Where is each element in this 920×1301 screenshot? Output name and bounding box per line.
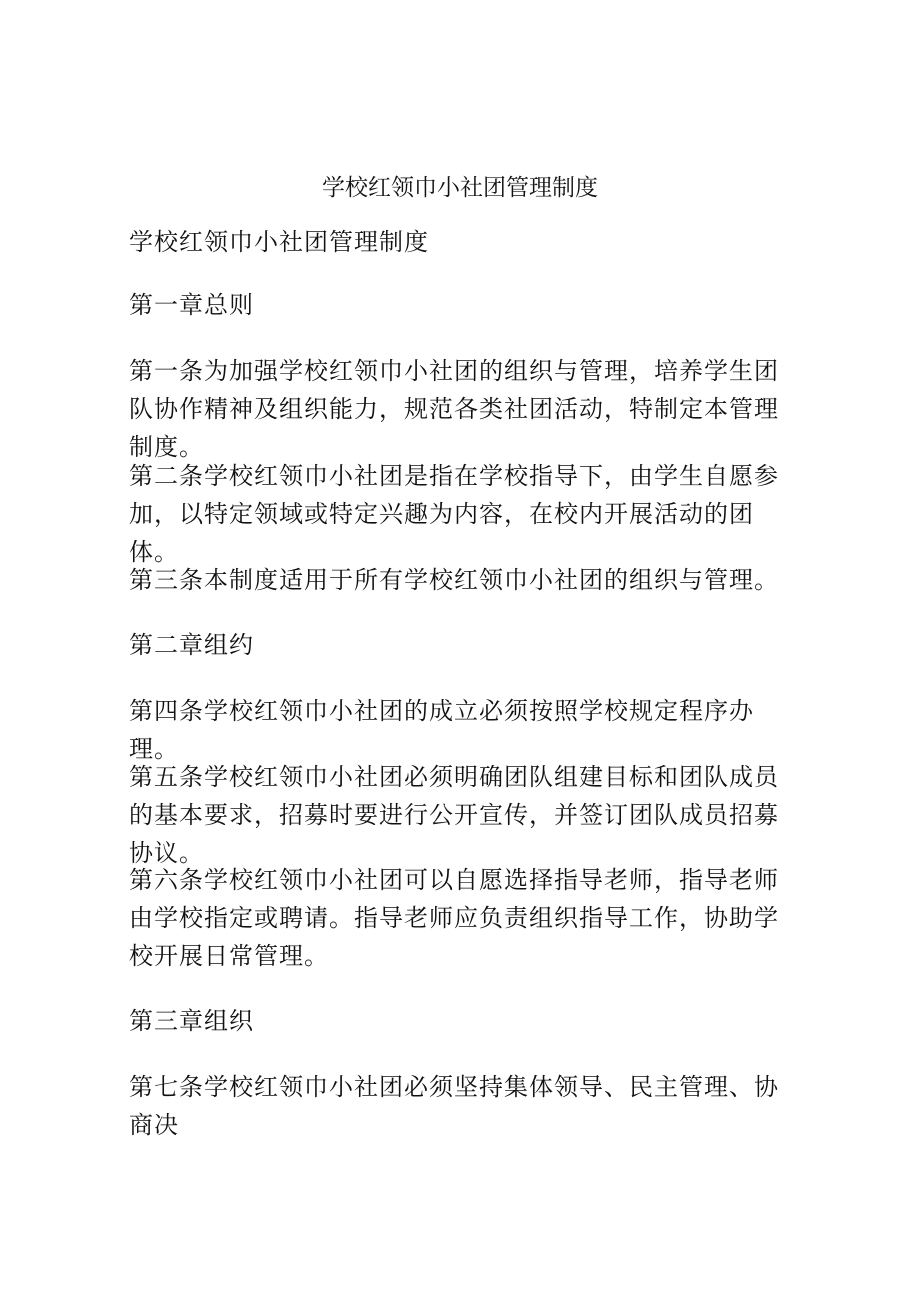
article-7: 第七条学校红领巾小社团必须坚持集体领导、民主管理、协商决 [129,1073,779,1139]
subtitle-paragraph: 学校红领巾小社团管理制度 [129,228,429,256]
chapter-heading-2: 第二章组约 [129,631,254,659]
article-5: 第五条学校红领巾小社团必须明确团队组建目标和团队成员的基本要求，招募时要进行公开宣传，并签订团队成员招募协议。 [129,763,779,867]
article-3: 第三条本制度适用于所有学校红领巾小社团的组织与管理。 [129,566,779,594]
document-title: 学校红领巾小社团管理制度 [322,175,598,201]
article-4: 第四条学校红领巾小社团的成立必须按照学校规定程序办理。 [129,697,754,763]
article-6: 第六条学校红领巾小社团可以自愿选择指导老师，指导老师由学校指定或聘请。指导老师应负责组织指导工作，协助学校开展日常管理。 [129,866,779,970]
article-1: 第一条为加强学校红领巾小社团的组织与管理，培养学生团队协作精神及组织能力，规范各类社团活动，特制定本管理制度。 [129,357,779,461]
chapter-heading-1: 第一章总则 [129,291,254,319]
article-2: 第二条学校红领巾小社团是指在学校指导下，由学生自愿参加，以特定领域或特定兴趣为内容，在校内开展活动的团体。 [129,462,779,566]
chapter-heading-3: 第三章组织 [129,1007,254,1035]
